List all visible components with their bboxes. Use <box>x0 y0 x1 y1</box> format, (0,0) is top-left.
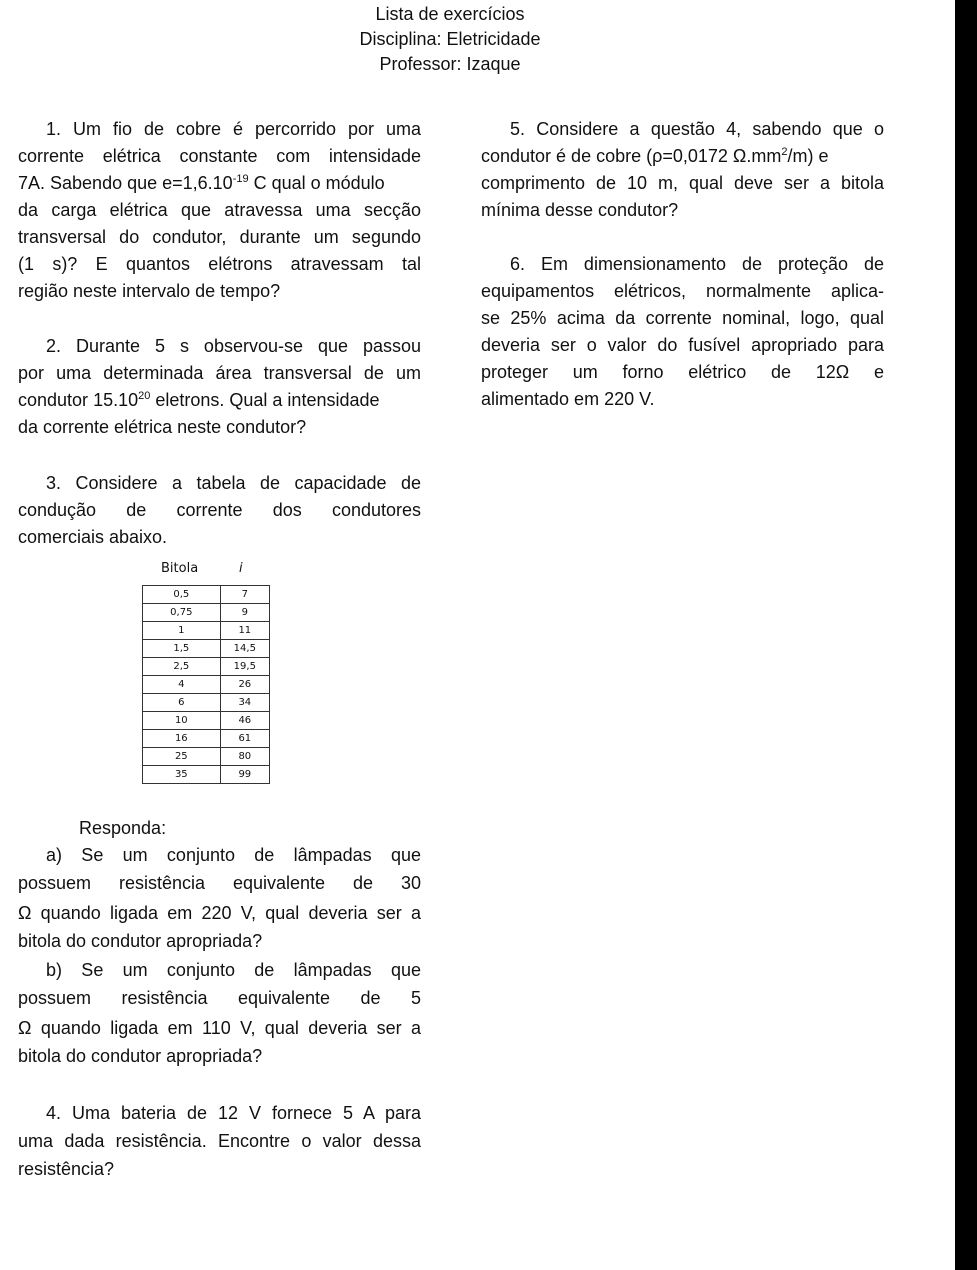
q6-line-5: proteger um forno elétrico de 12Ω e <box>481 362 884 382</box>
q5-line-2b: /m) e <box>787 146 829 166</box>
item-a-line-4: bitola do condutor apropriada? <box>18 931 263 951</box>
bitola-cell: 1,5 <box>143 640 221 658</box>
q4-line-2: uma dada resistência. Encontre o valor dessa <box>18 1131 421 1151</box>
professor-label: Professor: Izaque <box>379 54 521 74</box>
q1-line-3c: C qual o módulo <box>248 173 385 193</box>
q6-line-2: equipamentos elétricos, normalmente aplica- <box>481 281 884 301</box>
item-a-line-2: possuem resistência equivalente de 30 <box>18 873 421 893</box>
q2-line-3 <box>18 387 380 414</box>
q6-line-6: alimentado em 220 V. <box>481 389 655 409</box>
current-cell: 26 <box>220 676 269 694</box>
q2-electrons: 15.10 <box>93 390 139 410</box>
q2-line-3a: condutor <box>18 390 94 410</box>
current-cell: 9 <box>220 604 269 622</box>
discipline-label: Disciplina: Eletricidade <box>359 29 541 49</box>
bitola-cell: 0,5 <box>143 586 221 604</box>
bitola-cell: 25 <box>143 748 221 766</box>
current-cell: 19,5 <box>220 658 269 676</box>
bitola-cell: 10 <box>143 712 221 730</box>
q2-line-2: por uma determinada área transversal de um <box>18 363 421 383</box>
item-b-line-4: bitola do condutor apropriada? <box>18 1046 263 1066</box>
table-row <box>143 658 270 676</box>
capacity-table-grid <box>142 585 270 784</box>
q5-line-2 <box>481 143 884 170</box>
q1-line-3 <box>18 170 421 197</box>
bitola-cell: 4 <box>143 676 221 694</box>
current-cell: 46 <box>220 712 269 730</box>
q3-line-1: 3. Considere a tabela de capacidade de <box>46 473 421 493</box>
right-edge-bar <box>955 0 977 1270</box>
q1-line-7: região neste intervalo de tempo? <box>18 281 281 301</box>
q5-line-4: mínima desse condutor? <box>481 200 679 220</box>
q5-exponent: 2 <box>781 146 788 158</box>
q2-line-1: 2. Durante 5 s observou-se que passou <box>46 336 421 356</box>
table-row <box>143 730 270 748</box>
list-title: Lista de exercícios <box>375 4 525 24</box>
table-row <box>143 766 270 784</box>
q3-line-3: comerciais abaixo. <box>18 527 168 547</box>
table-header-bitola: Bitola <box>161 561 199 576</box>
bitola-cell: 1 <box>143 622 221 640</box>
item-a-line-1: a) Se um conjunto de lâmpadas que <box>46 845 421 865</box>
bitola-cell: 16 <box>143 730 221 748</box>
table-row <box>143 748 270 766</box>
table-row <box>143 604 270 622</box>
q1-line-5: transversal do condutor, durante um segundo <box>18 227 421 247</box>
table-row <box>143 622 270 640</box>
table-header-i: i <box>239 561 243 576</box>
current-cell: 14,5 <box>220 640 269 658</box>
item-b-line-3: Ω quando ligada em 110 V, qual deveria ser a <box>18 1018 421 1038</box>
q2-line-4: da corrente elétrica neste condutor? <box>18 417 307 437</box>
item-b-line-2: possuem resistência equivalente de 5 <box>18 988 421 1008</box>
bitola-cell: 2,5 <box>143 658 221 676</box>
q6-line-1: 6. Em dimensionamento de proteção de <box>510 254 884 274</box>
q1-line-2: corrente elétrica constante com intensidade <box>18 146 421 166</box>
q4-line-3: resistência? <box>18 1159 115 1179</box>
table-row <box>143 676 270 694</box>
table-row <box>143 586 270 604</box>
current-cell: 7 <box>220 586 269 604</box>
q3-line-2: condução de corrente dos condutores <box>18 500 421 520</box>
q6-line-4: deveria ser o valor do fusível apropriado para <box>481 335 884 355</box>
table-row <box>143 640 270 658</box>
bitola-cell: 35 <box>143 766 221 784</box>
q2-exponent: 20 <box>138 390 151 402</box>
current-cell: 80 <box>220 748 269 766</box>
bitola-cell: 0,75 <box>143 604 221 622</box>
q1-charge-formula: e=1,6.10 <box>162 173 233 193</box>
table-row <box>143 694 270 712</box>
q6-line-3: se 25% acima da corrente nominal, logo, qual <box>481 308 884 328</box>
current-cell: 11 <box>220 622 269 640</box>
q1-line-6: (1 s)? E quantos elétrons atravessam tal <box>18 254 421 274</box>
responda-title: Responda: <box>79 818 167 838</box>
q5-line-1: 5. Considere a questão 4, sabendo que o <box>510 119 884 139</box>
q5-line-2a: condutor é de cobre (ρ=0,0172 Ω.mm <box>481 146 782 166</box>
current-cell: 61 <box>220 730 269 748</box>
q2-line-3c: eletrons. Qual a intensidade <box>150 390 380 410</box>
current-cell: 34 <box>220 694 269 712</box>
table-row <box>143 712 270 730</box>
bitola-cell: 6 <box>143 694 221 712</box>
q4-line-1: 4. Uma bateria de 12 V fornece 5 A para <box>46 1103 421 1123</box>
current-cell: 99 <box>220 766 269 784</box>
item-a-line-3: Ω quando ligada em 220 V, qual deveria ser a <box>18 903 421 923</box>
q1-line-3a: 7A. Sabendo que <box>18 173 163 193</box>
q1-line-1: 1. Um fio de cobre é percorrido por uma <box>46 119 421 139</box>
q1-exponent: -19 <box>232 173 249 185</box>
q5-line-3: comprimento de 10 m, qual deve ser a bitola <box>481 173 884 193</box>
item-b-line-1: b) Se um conjunto de lâmpadas que <box>46 960 421 980</box>
q1-line-4: da carga elétrica que atravessa uma secção <box>18 200 421 220</box>
